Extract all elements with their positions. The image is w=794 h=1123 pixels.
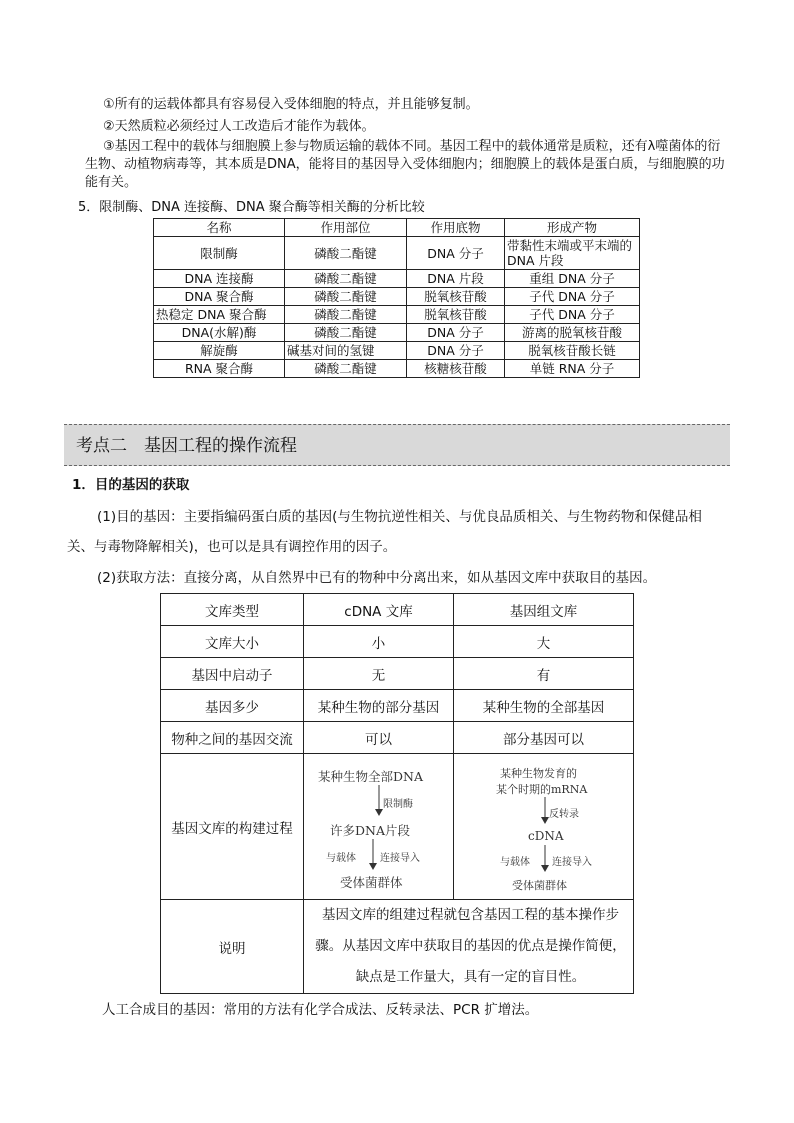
table-cell: 脱氧核苷酸 — [407, 288, 505, 306]
construction-label: 基因文库的构建过程 — [161, 754, 304, 900]
table-cell: RNA 聚合酶 — [154, 360, 285, 378]
table-cell: DNA 分子 — [407, 342, 505, 360]
header-cell: 基因组文库 — [454, 594, 634, 626]
table-cell: DNA 片段 — [407, 270, 505, 288]
table-cell: 单链 RNA 分子 — [505, 360, 640, 378]
table-cell: DNA 聚合酶 — [154, 288, 285, 306]
table-cell: DNA 分子 — [407, 324, 505, 342]
table-cell: 碱基对间的氢键 — [285, 342, 407, 360]
table-cell: 磷酸二酯键 — [285, 360, 407, 378]
flow-step-label: 与载体 — [326, 852, 356, 864]
construction-row — [161, 754, 634, 900]
table-cell: DNA(水解)酶 — [154, 324, 285, 342]
part1-heading: 1．目的基因的获取 — [72, 477, 190, 493]
table-cell: 带黏性末端或平末端的 DNA 片段 — [505, 237, 640, 270]
table-cell: 子代 DNA 分子 — [505, 288, 640, 306]
table-cell: 重组 DNA 分子 — [505, 270, 640, 288]
table-cell: 小 — [304, 626, 454, 658]
table-cell: 子代 DNA 分子 — [505, 306, 640, 324]
table-row — [154, 342, 640, 360]
table-row — [161, 690, 634, 722]
table-row — [154, 288, 640, 306]
gene-library-table — [160, 593, 634, 994]
table-cell: 热稳定 DNA 聚合酶 — [154, 306, 285, 324]
table-cell: 核糖核苷酸 — [407, 360, 505, 378]
synthesis-note: 人工合成目的基因：常用的方法有化学合成法、反转录法、PCR 扩增法。 — [102, 1002, 539, 1018]
table-cell: 脱氧核苷酸长链 — [505, 342, 640, 360]
flow-step-label: 与载体 — [500, 856, 530, 868]
table-cell: 部分基因可以 — [454, 722, 634, 754]
table-cell: 文库大小 — [161, 626, 304, 658]
table-cell: 某种生物的部分基因 — [304, 690, 454, 722]
header-cell: 作用底物 — [407, 219, 505, 237]
table-cell: DNA 分子 — [407, 237, 505, 270]
table-cell: 脱氧核苷酸 — [407, 306, 505, 324]
part1-paragraph-1: (1)目的基因：主要指编码蛋白质的基因(与生物抗逆性相关、与优良品质相关、与生物药物和保健品相关、与毒物降解相关)，也可以是具有调控作用的因子。 — [67, 509, 702, 555]
intro-item-3: ③基因工程中的载体与细胞膜上参与物质运输的载体不同。基因工程中的载体通常是质粒，还有λ噬菌体的衍生物、动植物病毒等，其本质是DNA，能将目的基因导入受体细胞内；细胞膜上的载体是蛋白质，与细胞膜的功能有关。 — [85, 139, 725, 190]
table-row — [154, 270, 640, 288]
table-row — [161, 626, 634, 658]
note-label: 说明 — [161, 900, 304, 994]
genomic-library-flow — [304, 754, 454, 900]
table-cell: 无 — [304, 658, 454, 690]
header-cell: 形成产物 — [505, 219, 640, 237]
flow-node-recipient-bacteria: 受体菌群体 — [340, 874, 403, 890]
note-text: 基因文库的组建过程就包含基因工程的基本操作步骤。从基因文库中获取目的基因的优点是操作简便，缺点是工作量大，具有一定的盲目性。 — [304, 900, 634, 994]
table-cell: 磷酸二酯键 — [285, 324, 407, 342]
flow-node-genomic-dna: 某种生物全部DNA — [318, 768, 423, 784]
section-title: 考点二 基因工程的操作流程 — [76, 436, 297, 456]
table-cell: 磷酸二酯键 — [285, 237, 407, 270]
table-cell: 基因多少 — [161, 690, 304, 722]
table-cell: 某种生物的全部基因 — [454, 690, 634, 722]
flow-node-recipient-bacteria: 受体菌群体 — [512, 878, 567, 892]
part1-paragraph-2: (2)获取方法：直接分离，从自然界中已有的物种中分离出来，如从基因文库中获取目的基因。 — [97, 570, 657, 586]
flow-step-label: 反转录 — [549, 808, 579, 820]
table-row — [154, 360, 640, 378]
table-row — [161, 658, 634, 690]
down-arrow-icon — [368, 839, 378, 871]
header-cell: cDNA 文库 — [304, 594, 454, 626]
flow-step-label: 限制酶 — [383, 798, 413, 810]
header-cell: 文库类型 — [161, 594, 304, 626]
table-cell: 可以 — [304, 722, 454, 754]
table-cell: 磷酸二酯键 — [285, 306, 407, 324]
note-row — [161, 900, 634, 994]
enzyme-comparison-table — [153, 218, 640, 378]
table-cell: 磷酸二酯键 — [285, 270, 407, 288]
enzyme-heading: 5．限制酶、DNA 连接酶、DNA 聚合酶等相关酶的分析比较 — [78, 200, 425, 215]
header-cell: 作用部位 — [285, 219, 407, 237]
table-cell: DNA 连接酶 — [154, 270, 285, 288]
table-row — [154, 237, 640, 270]
table-cell: 物种之间的基因交流 — [161, 722, 304, 754]
intro-item-1: ①所有的运载体都具有容易侵入受体细胞的特点，并且能够复制。 — [103, 97, 479, 112]
flow-step-label: 连接导入 — [380, 852, 420, 864]
cdna-library-flow — [454, 754, 634, 900]
table-row — [154, 306, 640, 324]
table-cell: 大 — [454, 626, 634, 658]
header-cell: 名称 — [154, 219, 285, 237]
flow-node-mrna-line2: 某个时期的mRNA — [496, 782, 588, 796]
flow-step-label: 连接导入 — [552, 856, 592, 868]
table-cell: 游离的脱氧核苷酸 — [505, 324, 640, 342]
table-header-row — [154, 219, 640, 237]
table-cell: 基因中启动子 — [161, 658, 304, 690]
table-cell: 限制酶 — [154, 237, 285, 270]
section-banner — [64, 424, 730, 466]
intro-item-2: ②天然质粒必须经过人工改造后才能作为载体。 — [103, 119, 375, 134]
flow-node-mrna-line1: 某种生物发育的 — [500, 766, 577, 780]
table-row — [154, 324, 640, 342]
down-arrow-icon — [540, 845, 550, 873]
flow-node-cdna: cDNA — [528, 828, 564, 843]
table-cell: 磷酸二酯键 — [285, 288, 407, 306]
table-header-row — [161, 594, 634, 626]
table-cell: 解旋酶 — [154, 342, 285, 360]
flow-node-dna-fragments: 许多DNA片段 — [330, 822, 410, 838]
table-row — [161, 722, 634, 754]
table-cell: 有 — [454, 658, 634, 690]
